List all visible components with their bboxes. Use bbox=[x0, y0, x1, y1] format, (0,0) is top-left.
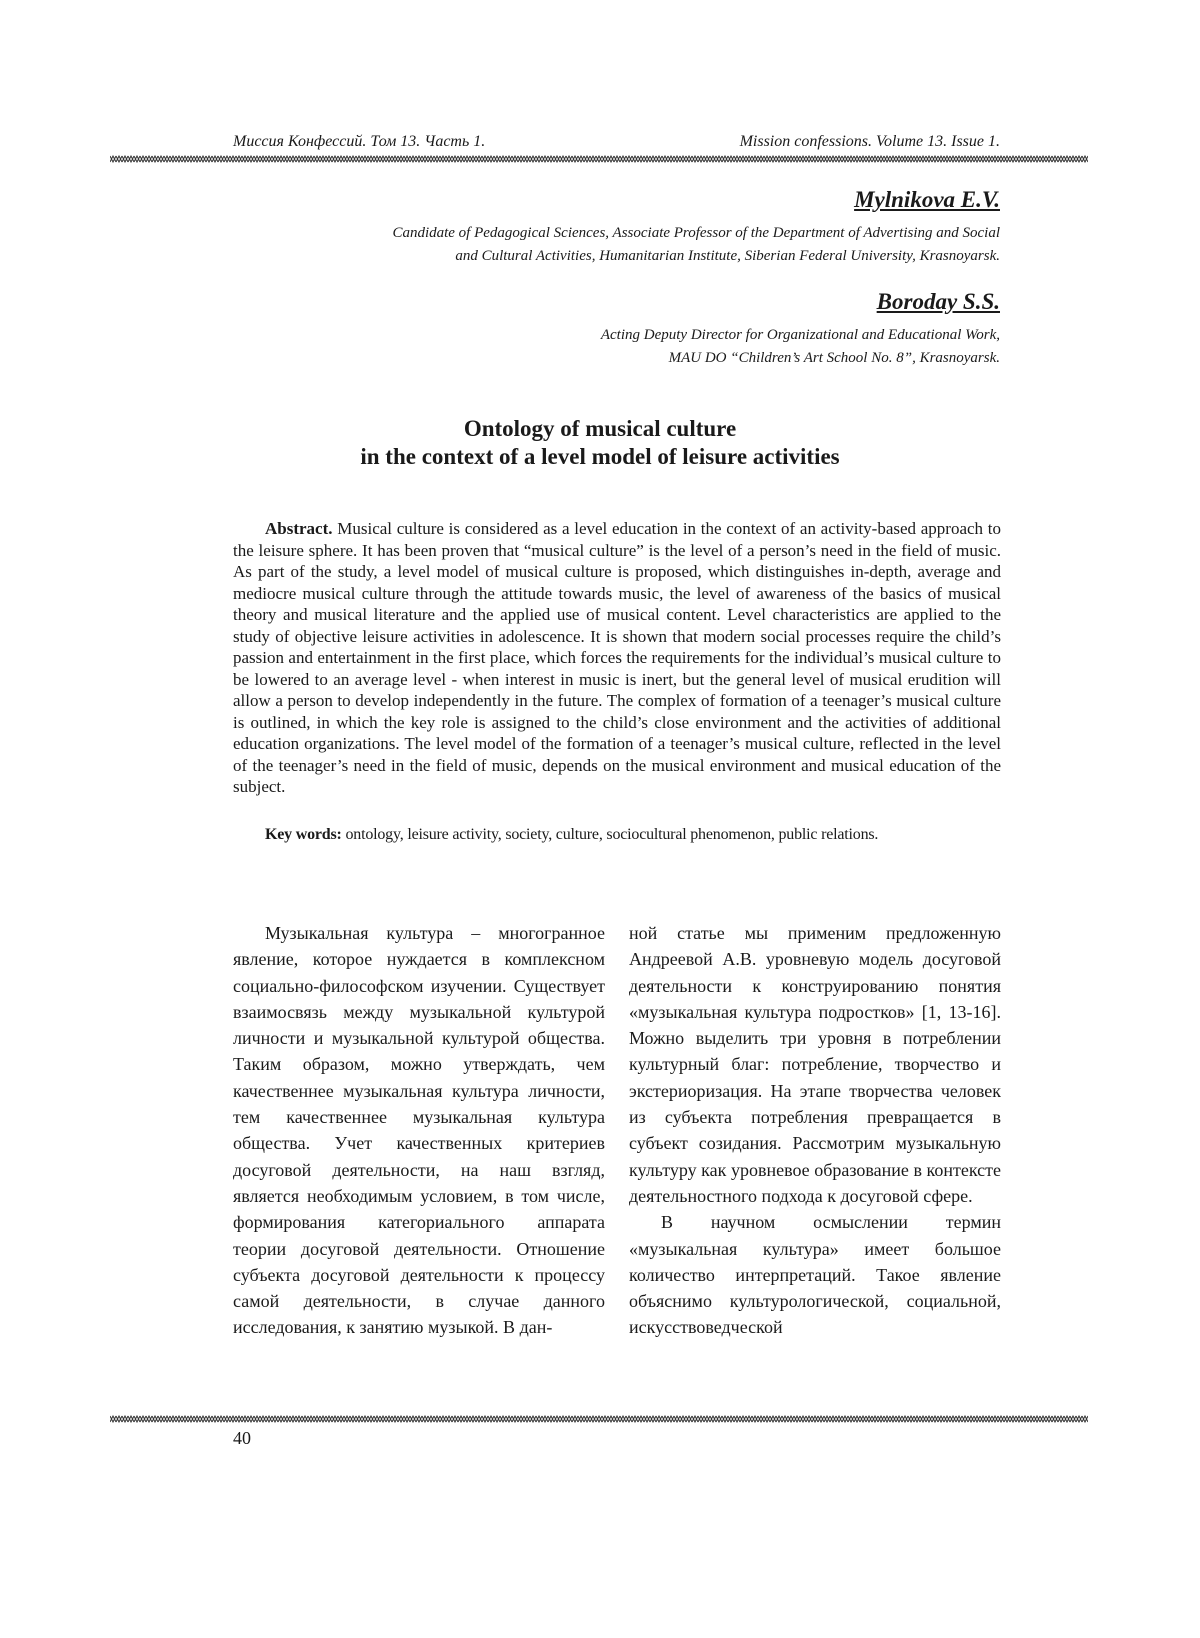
keywords bbox=[233, 824, 1001, 845]
keywords-label: Key words: bbox=[265, 826, 342, 843]
author-affiliation-line: and Cultural Activities, Humanitarian Institute, Siberian Federal University, Krasnoyarsk. bbox=[455, 248, 1000, 264]
author-affiliation-line: Candidate of Pedagogical Sciences, Associate Professor of the Department of Advertising and Social bbox=[392, 225, 1000, 241]
title-line: in the context of a level model of leisure activities bbox=[360, 444, 840, 469]
running-header-english: Mission confessions. Volume 13. Issue 1. bbox=[739, 133, 1000, 150]
author-name: Boroday S.S. bbox=[876, 289, 1000, 314]
page-number: 40 bbox=[233, 1428, 251, 1448]
author-affiliation bbox=[240, 324, 1000, 370]
abstract-label: Abstract. bbox=[265, 519, 333, 538]
abstract bbox=[233, 518, 1001, 798]
bottom-ornament-divider bbox=[110, 1414, 1088, 1424]
running-header-russian: Миссия Конфессий. Том 13. Часть 1. bbox=[233, 133, 486, 150]
author-block-boroday bbox=[240, 288, 1000, 370]
body-column-left bbox=[233, 920, 605, 1341]
author-name: Mylnikova E.V. bbox=[854, 187, 1000, 212]
article-title bbox=[200, 415, 1000, 471]
body-paragraph: В научном осмыслении термин «музыкальная культура» имеет большое количество интерпретаций. Такое явление объяснимо культурологической, социальной, искусствоведческой bbox=[629, 1212, 1001, 1338]
top-ornament-divider bbox=[110, 154, 1088, 164]
keywords-text: ontology, leisure activity, society, culture, sociocultural phenomenon, public relations. bbox=[341, 826, 879, 843]
abstract-paragraph bbox=[233, 518, 1001, 798]
body-paragraph: ной статье мы применим предложенную Андреевой А.В. уровневую модель досуговой деятельности к конструированию понятия «музыкальная культура подростков» [1, 13-16]. Можно выделить три уровня в потреблении культурный благ: потребление, творчество и экстериоризация. На этапе творчества человек из субъекта потребления превращается в субъект созидания. Рассмотрим музыкальную культуру как уровневое образование в контексте деятельностного подхода к досуговой сфере. bbox=[629, 923, 1001, 1206]
author-block-mylnikova bbox=[240, 186, 1000, 268]
abstract-text: Musical culture is considered as a level education in the context of an activity-based approach to the leisure sphere. It has been proven that “musical culture” is the level of a person’s need in the field of music. As part of the study, a level model of musical culture is proposed, which distinguishes in-depth, average and mediocre musical culture through the attitude towards music, the level of awareness of the basics of musical theory and musical literature and the applied use of musical content. Level characteristics are applied to the study of objective leisure activities in adolescence. It is shown that modern social processes require the child’s passion and entertainment in the first place, which forces the requirements for the individual’s musical culture to be lowered to an average level - when interest in music is inert, but the general level of musical erudition will allow a person to develop independently in the future. The complex of formation of a teenager’s musical culture is outlined, in which the key role is assigned to the child’s close environment and the activities of additional education organizations. The level model of the formation of a teenager’s musical culture, reflected in the level of the teenager’s need in the field of music, depends on the musical environment and musical education of the subject. bbox=[233, 519, 1001, 796]
title-line: Ontology of musical culture bbox=[463, 416, 737, 441]
author-affiliation-line: Acting Deputy Director for Organizational and Educational Work, bbox=[600, 327, 1000, 343]
body-paragraph: Музыкальная культура – многогранное явление, которое нуждается в комплексном социально-философском изучении. Существует взаимосвязь между музыкальной культурой личности и музыкальной культурой общества. Таким образом, можно утверждать, чем качественнее музыкальная культура личности, тем качественнее музыкальная культура общества. Учет качественных критериев досуговой деятельности, на наш взгляд, является необходимым условием, в том числе, формирования категориального аппарата теории досуговой деятельности. Отношение субъекта досуговой деятельности к процессу самой деятельности, в случае данного исследования, к занятию музыкой. В дан- bbox=[233, 923, 605, 1338]
body-column-right bbox=[629, 920, 1001, 1341]
author-affiliation bbox=[240, 222, 1000, 268]
author-affiliation-line: MAU DO “Children’s Art School No. 8”, Krasnoyarsk. bbox=[668, 350, 1000, 366]
